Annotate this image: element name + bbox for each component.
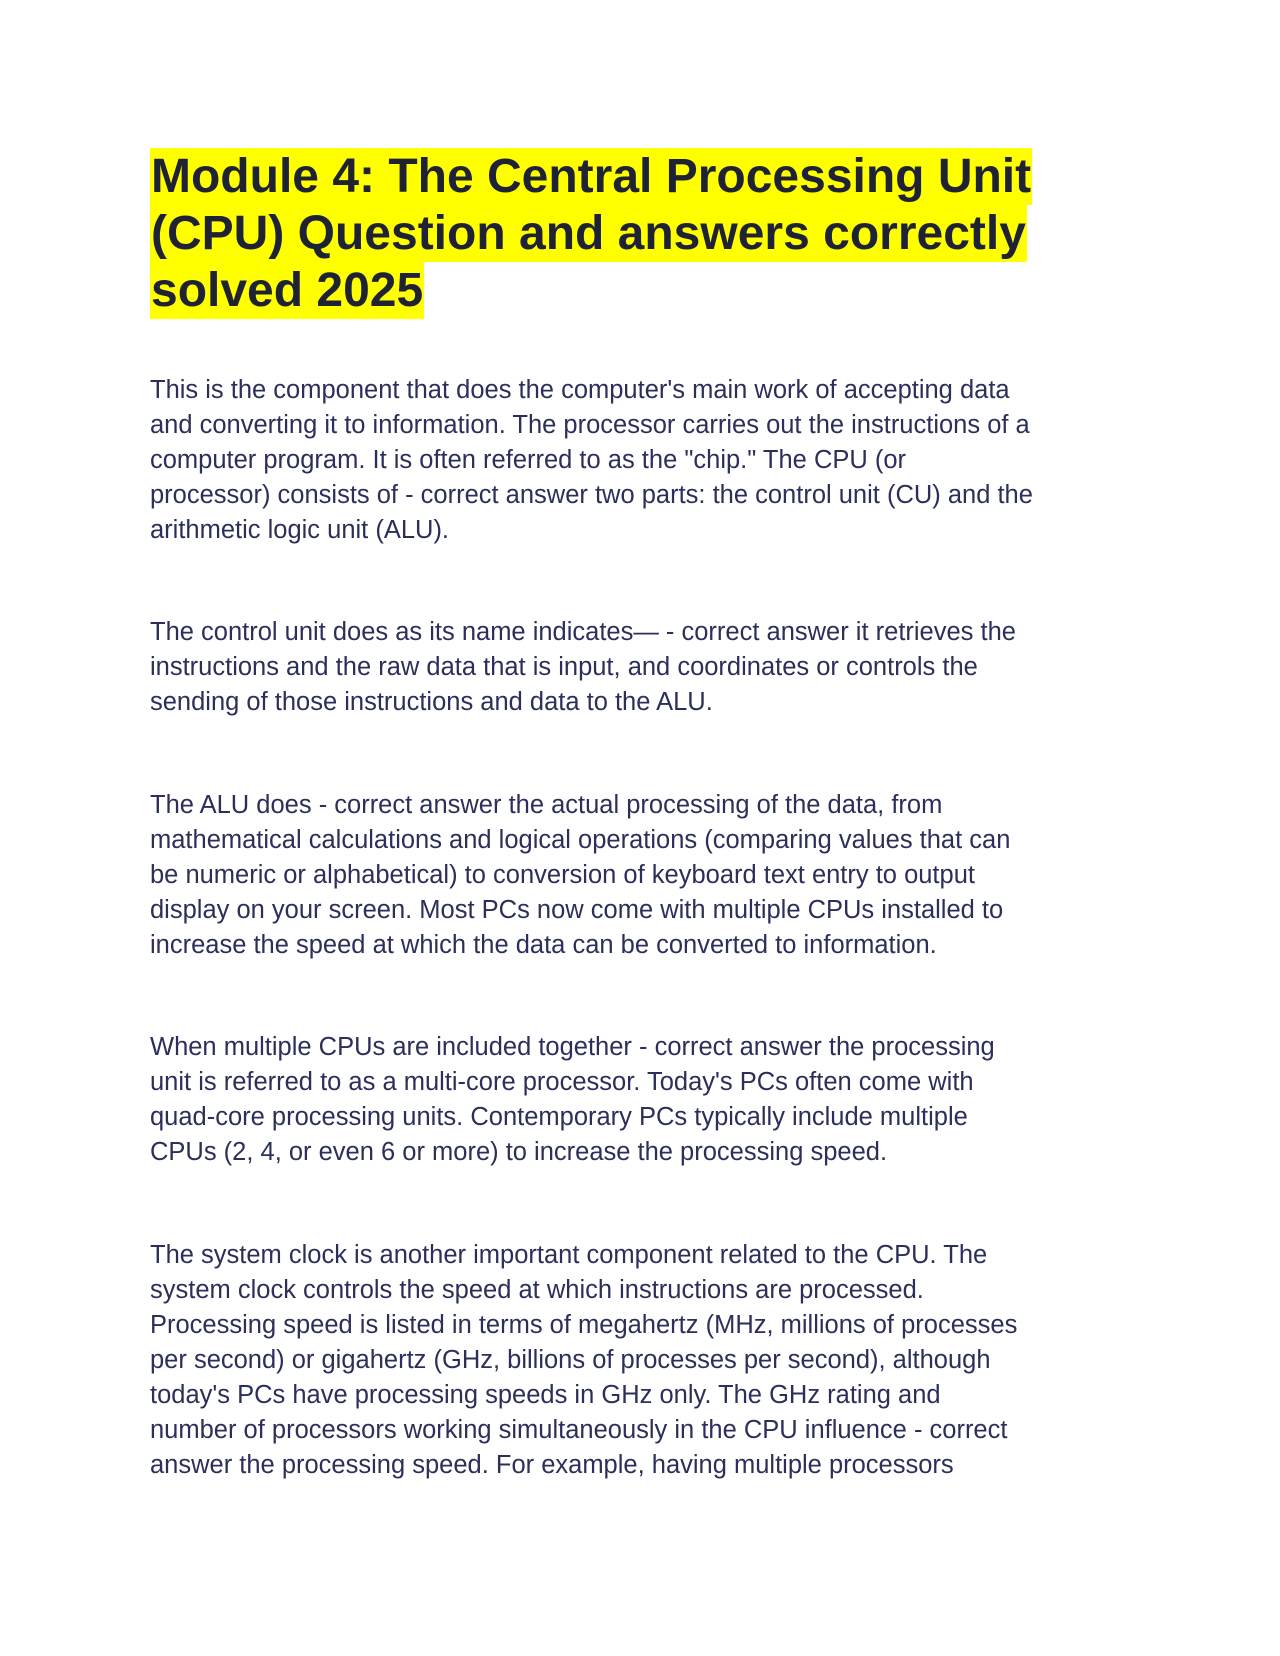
text-line: unit is referred to as a multi-core processor. Today's PCs often come with <box>150 1068 974 1096</box>
text-line: instructions and the raw data that is input, and coordinates or controls the <box>150 653 978 681</box>
text-line: computer program. It is often referred to as the "chip." The CPU (or <box>150 446 907 474</box>
text-line: The system clock is another important component related to the CPU. The <box>150 1241 988 1269</box>
document-page <box>150 148 1130 1483</box>
text-line: number of processors working simultaneously in the CPU influence - correct <box>150 1416 1008 1444</box>
title-line: solved 2025 <box>151 264 424 317</box>
text-line: processor) consists of - correct answer two parts: the control unit (CU) and the <box>150 481 1033 509</box>
paragraph-control-unit <box>150 615 1130 720</box>
paragraph-cpu-definition <box>150 373 1130 548</box>
text-line: display on your screen. Most PCs now come with multiple CPUs installed to <box>150 896 1004 924</box>
text-line: increase the speed at which the data can be converted to information. <box>150 931 937 959</box>
text-line: arithmetic logic unit (ALU). <box>150 516 450 544</box>
text-line: The control unit does as its name indicates— - correct answer it retrieves the <box>150 618 1016 646</box>
text-line: answer the processing speed. For example, having multiple processors <box>150 1451 954 1479</box>
text-line: quad-core processing units. Contemporary PCs typically include multiple <box>150 1103 968 1131</box>
document-title <box>150 148 1130 319</box>
text-line: be numeric or alphabetical) to conversion of keyboard text entry to output <box>150 861 975 889</box>
text-line: sending of those instructions and data to the ALU. <box>150 688 713 716</box>
text-line: This is the component that does the computer's main work of accepting data <box>150 376 1010 404</box>
text-line: system clock controls the speed at which instructions are processed. <box>150 1276 924 1304</box>
text-line: CPUs (2, 4, or even 6 or more) to increase the processing speed. <box>150 1138 888 1166</box>
text-line: per second) or gigahertz (GHz, billions of processes per second), although <box>150 1346 991 1374</box>
paragraph-multi-core <box>150 1030 1130 1170</box>
text-line: The ALU does - correct answer the actual processing of the data, from <box>150 791 943 819</box>
title-line: Module 4: The Central Processing Unit <box>151 150 1032 203</box>
paragraph-system-clock <box>150 1238 1130 1483</box>
text-line: mathematical calculations and logical operations (comparing values that can <box>150 826 1011 854</box>
title-line: (CPU) Question and answers correctly <box>151 207 1026 260</box>
text-line: Processing speed is listed in terms of megahertz (MHz, millions of processes <box>150 1311 1018 1339</box>
text-line: and converting it to information. The processor carries out the instructions of a <box>150 411 1030 439</box>
paragraph-alu <box>150 788 1130 963</box>
text-line: When multiple CPUs are included together - correct answer the processing <box>150 1033 995 1061</box>
text-line: today's PCs have processing speeds in GHz only. The GHz rating and <box>150 1381 941 1409</box>
